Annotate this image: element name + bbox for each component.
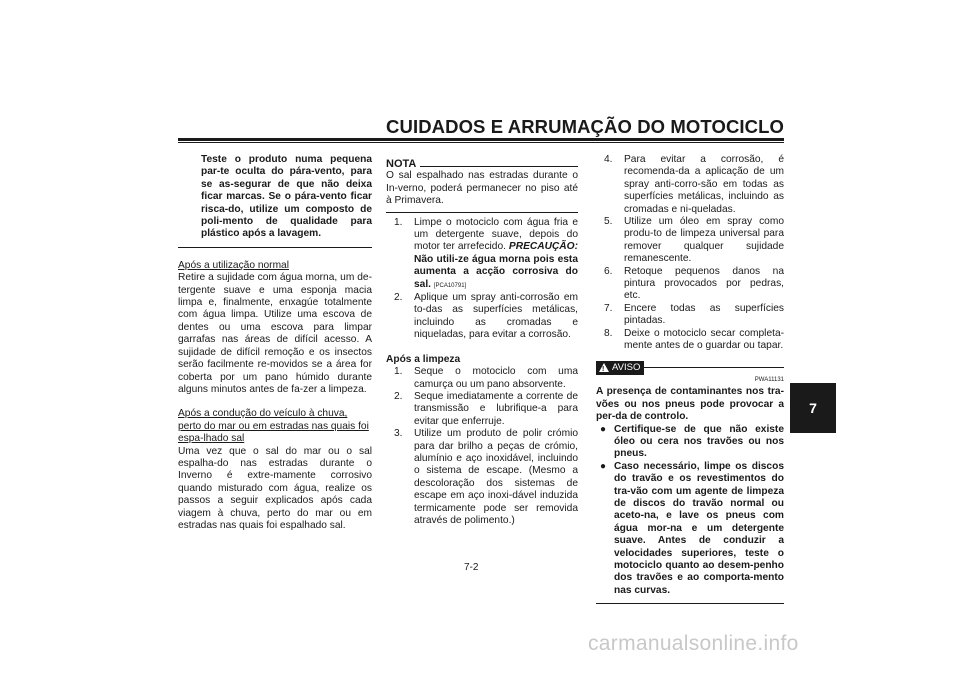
aviso-code: PWA11131 [754, 376, 784, 383]
header-rule-thin [178, 142, 784, 143]
page-number: 7-2 [464, 562, 479, 573]
after-use-text: Retire a sujidade com água morna, um de-tergente suave e uma esponja macia limpa e, finalmente, enxagúe totalmente com água limpa. Utilize uma escova de dentes ou uma escova para limpar garrafas nas áreas de difícil acesso. A sujidade de difícil remoção e os insectos serão facilmente re-movidos se a área for coberta por um pano húmido durante alguns minutos antes de fa-zer a limpeza. [178, 272, 372, 395]
list-item: 7. Encere todas as superfícies pintadas. [604, 302, 784, 327]
aviso-badge [596, 361, 644, 375]
nota-end-rule [386, 212, 578, 213]
after-use-heading: Após a utilização normal [178, 259, 289, 271]
aviso-label: AVISO [612, 361, 641, 373]
column-1 [178, 154, 372, 532]
watermark: carmanualsonline.info [588, 632, 799, 655]
header-rule [178, 138, 784, 141]
list-item: 6. Retoque pequenos danos na pintura provocados por pedras, etc. [604, 265, 784, 302]
list-item: 8. Deixe o motociclo secar completa-mente antes de o guardar ou tapar. [604, 327, 784, 352]
list-item: 2. Aplique um spray anti-corrosão em to-das as superfícies metálicas, incluindo as cromadas e niqueladas, para evitar a corrosão. [394, 292, 578, 341]
list-item: 2. Seque imediatamente a corrente de transmissão e lubrifique-a para evitar que enferruje. [394, 390, 578, 427]
column-2 [386, 154, 578, 527]
nota-header [386, 158, 578, 170]
aviso-intro: A presença de contaminantes nos tra-vões ou nos pneus pode provocar a per-da de controlo. [596, 386, 784, 423]
caution-label: PRECAUÇÃO: [508, 241, 578, 253]
list-item: 1. Seque o motociclo com uma camurça ou um pano absorvente. [394, 366, 578, 390]
list-item: 5. Utilize um óleo em spray como produ-to de limpeza universal para remover qualquer sujidade remanescente. [604, 216, 784, 265]
aviso-header [596, 361, 784, 375]
list-item: ● Certifique-se de que não existe óleo ou cera nos travões ou nos pneus. [600, 423, 784, 460]
list-item: 3. Utilize um produto de polir crómio para dar brilho a peças de crómio, alumínio e aço inoxidável, incluindo o sistema de escape. (Mesmo a descoloração dos sistemas de escape em aço inoxi-dável induzida termicamente pode ser removida através de polimento.) [394, 428, 578, 526]
warning-triangle-icon: ! [599, 363, 609, 372]
bullet-icon: ● [600, 423, 607, 435]
rain-heading: Após a condução do veículo à chuva, perto do mar ou em estradas nas quais foi espa-lhado sal [178, 408, 369, 445]
rain-text: Uma vez que o sal do mar ou o sal espalha-do nas estradas durante o Inverno é extre-mamente corrosivo quando misturado com água, realize os passos a seguir explicados após cada viagem à chuva, perto do mar ou em estradas nas quais foi espalhado sal. [178, 445, 372, 531]
cleaning-heading: Após a limpeza [386, 353, 461, 365]
column-3 [596, 154, 784, 604]
bullet-icon: ● [600, 460, 607, 472]
nota-label: NOTA [386, 158, 417, 170]
caution-code: [PCA10791] [433, 282, 467, 289]
aviso-end-rule [596, 603, 784, 604]
list-item: 4. Para evitar a corrosão, é recomenda-da a aplicação de um spray anti-corro-são em todas as superfícies metálicas, incluindo as cromadas e ni-queladas. [604, 154, 784, 215]
list-item: 1. Limpe o motociclo com água fria e um detergente suave, depois do motor ter arrefecido. PRECAUÇÃO: Não utili-ze água morna pois esta aumenta a acção corrosiva do sal. [PCA10791] [394, 216, 578, 290]
page-title: CUIDADOS E ARRUMAÇÃO DO MOTOCICLO [386, 116, 784, 137]
list-item: ● Caso necessário, limpe os discos do travão e os revestimentos do tra-vão com um agente de limpeza de discos do travão normal ou aceto-na, e lave os pneus com água mor-na e um detergente suave. Antes de conduzir a velocidades superiores, teste o motociclo quanto ao desem-penho dos travões e ao comporta-mento nas curvas. [600, 460, 784, 596]
chapter-tab[interactable]: 7 [790, 383, 836, 433]
warning-continuation: Teste o produto numa pequena par-te oculta do pára-vento, para se as-segurar de que não deixa ficar marcas. Se o pára-vento ficar risca-do, utilize um composto de poli-mento de qualidade para plástico após a lavagem. [201, 154, 372, 240]
nota-text: O sal espalhado nas estradas durante o In-verno, poderá permanecer no piso até à Primavera. [386, 170, 578, 207]
caution-text: Não utili-ze água morna pois esta aumenta a acção corrosiva do sal. [414, 253, 578, 290]
